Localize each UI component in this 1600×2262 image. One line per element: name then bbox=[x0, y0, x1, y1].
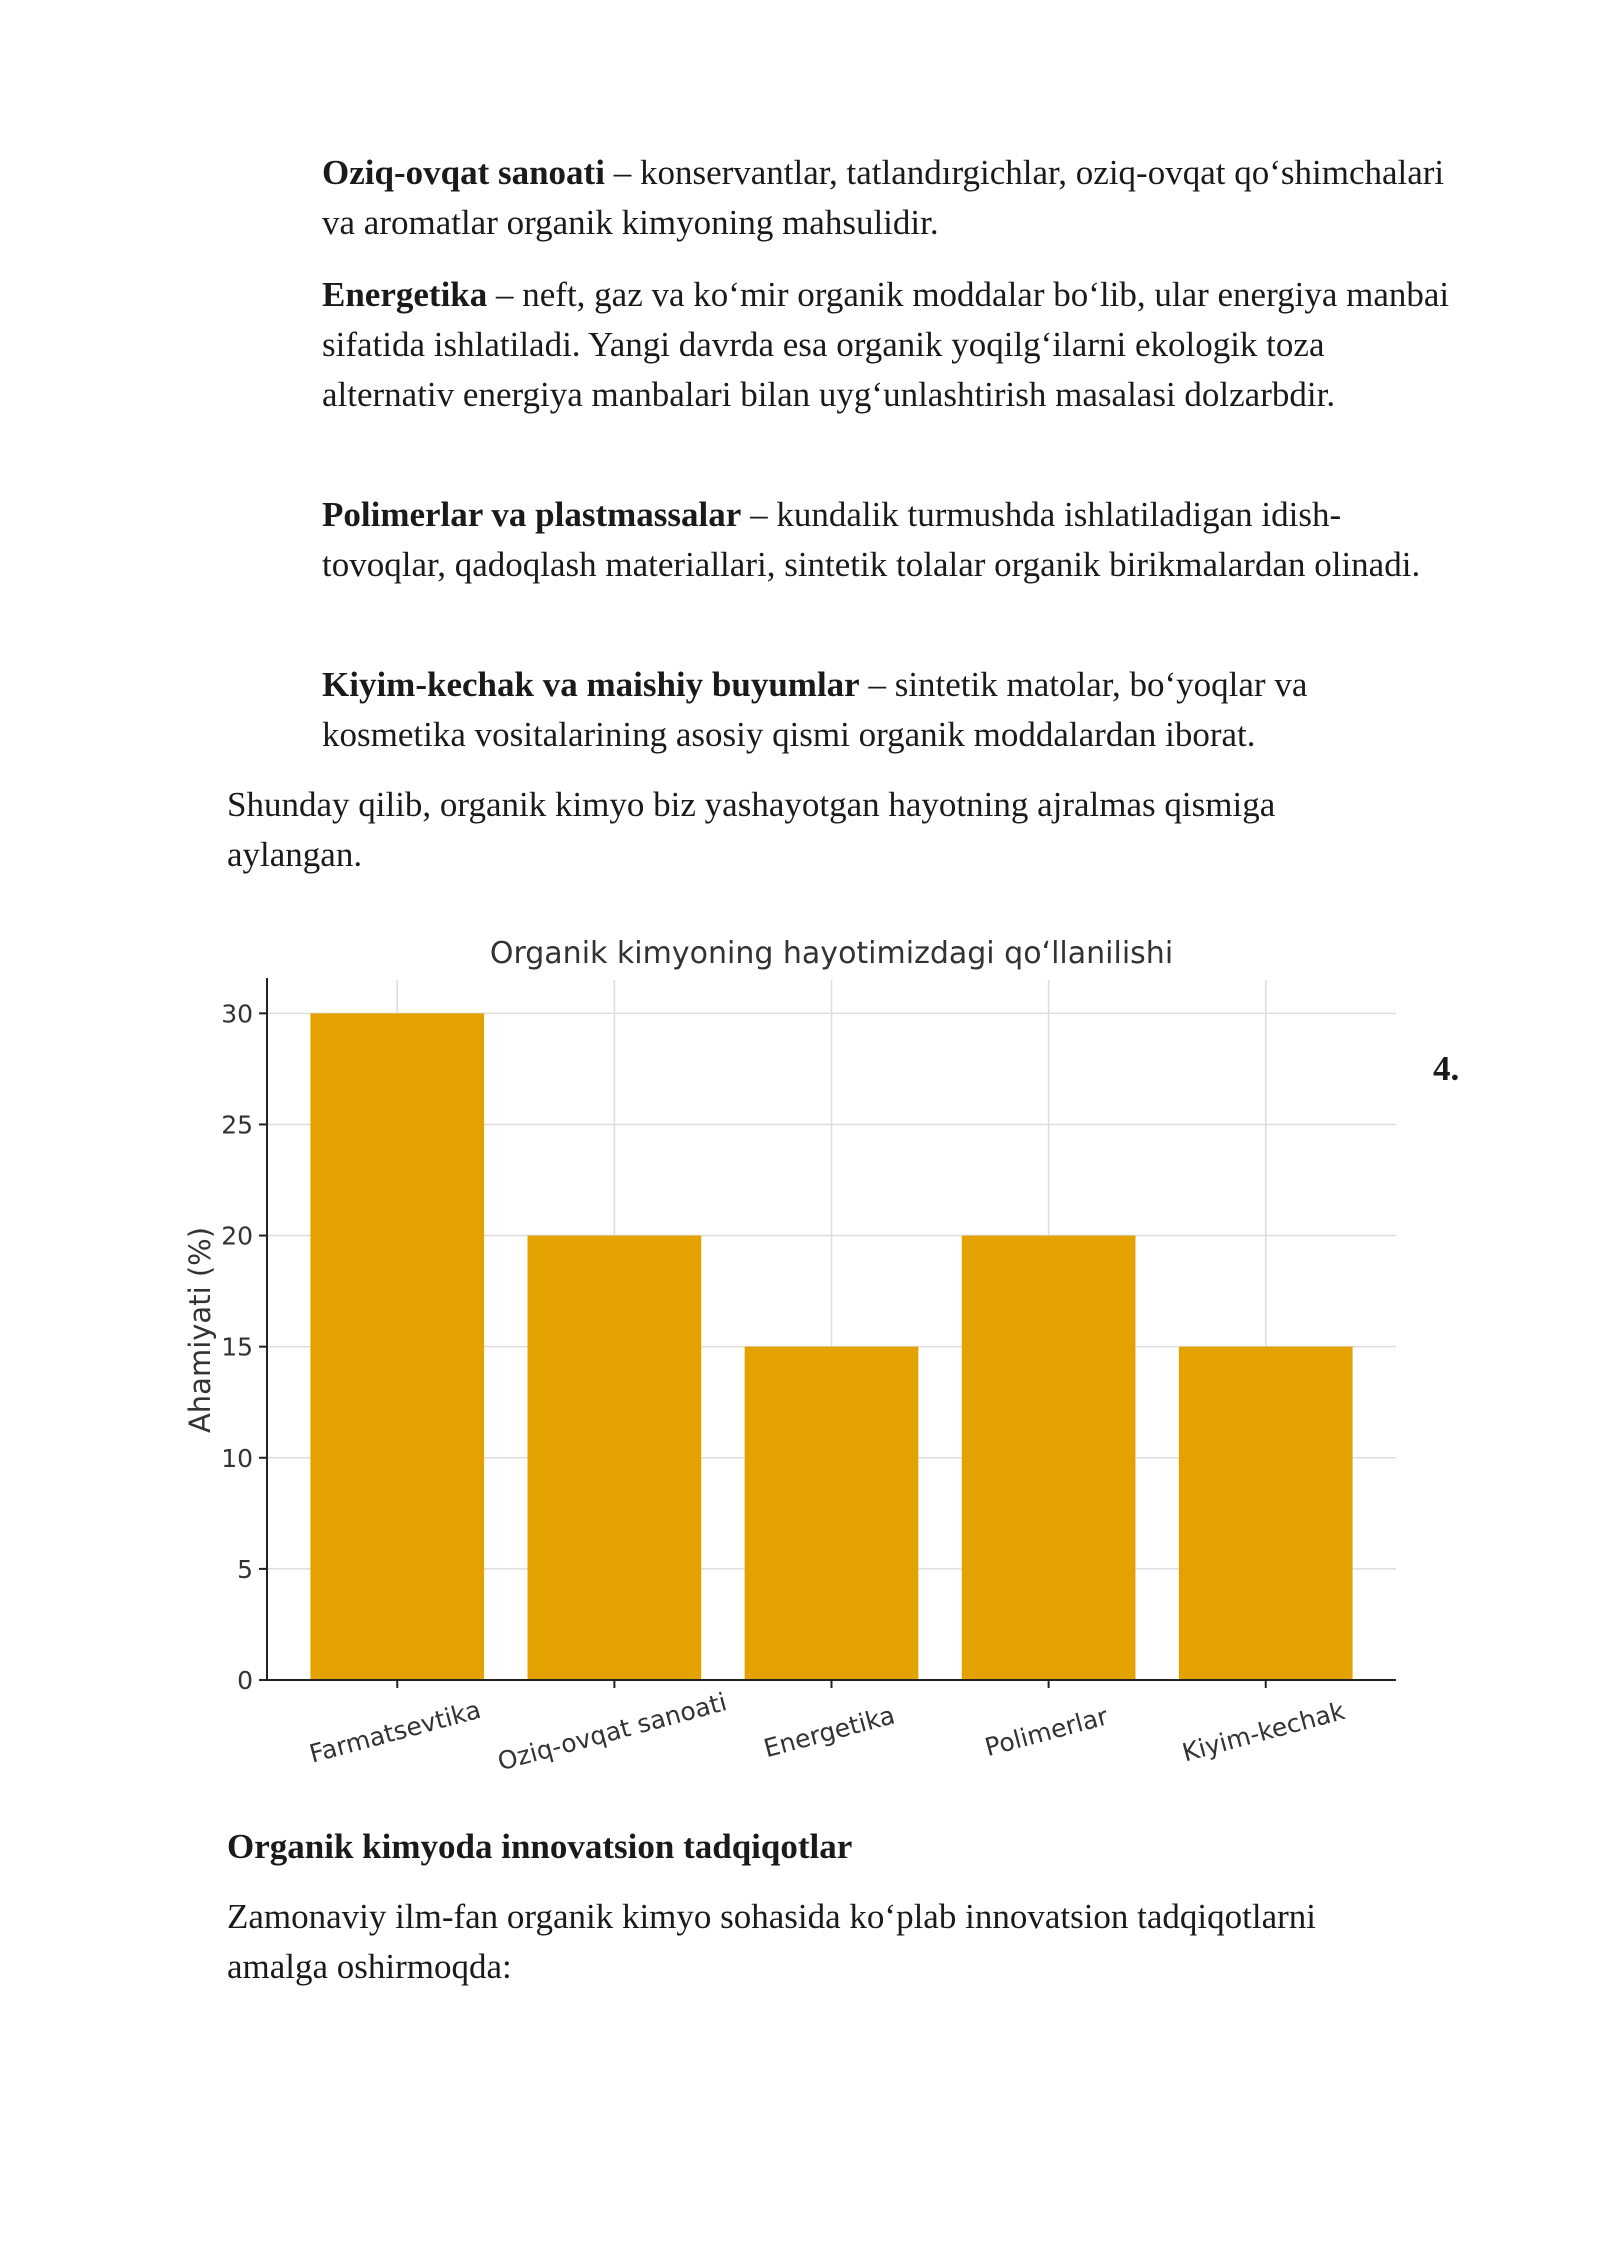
desc-polymers: – kundalik turmushda ishlatiladigan idish-tovoqlar, qadoqlash materiallari, sintetik tolalar organik birikmalardan olinadi. bbox=[322, 495, 1421, 584]
y-tick-label-30: 30 bbox=[221, 999, 253, 1029]
section-heading: Organik kimyoda innovatsion tadqiqotlar bbox=[227, 1827, 853, 1866]
desc-food-industry: – konservantlar, tatlandırgichlar, oziq-ovqat qo‘shimchalari va aromatlar organik kimyoning mahsulidir. bbox=[322, 153, 1445, 242]
term-food-industry: Oziq-ovqat sanoati bbox=[322, 153, 605, 192]
bar-polimerlar bbox=[962, 1236, 1136, 1680]
x-tick-label-3: Polimerlar bbox=[981, 1701, 1111, 1763]
paragraph-intro-research: Zamonaviy ilm-fan organik kimyo sohasida ko‘plab innovatsion tadqiqotlarni amalga oshirmoqda: bbox=[227, 1897, 1317, 1986]
y-tick-label-20: 20 bbox=[221, 1221, 253, 1251]
x-tick-label-1: Oziq-ovqat sanoati bbox=[494, 1687, 730, 1777]
paragraph-conclusion: Shunday qilib, organik kimyo biz yashayotgan hayotning ajralmas qismiga aylangan. bbox=[227, 785, 1276, 874]
y-tick-label-25: 25 bbox=[221, 1110, 253, 1140]
desc-energy: – neft, gaz va ko‘mir organik moddalar bo‘lib, ular energiya manbai sifatida ishlatiladi. Yangi davrda esa organik yoqilg‘ilarni ekologik toza alternativ energiya manbalari bilan uyg‘unlashtirish masalasi dolzarbdir. bbox=[322, 275, 1450, 414]
bar-energetika bbox=[745, 1347, 919, 1680]
y-tick-label-5: 5 bbox=[237, 1554, 253, 1584]
chart-title: Organik kimyoning hayotimizdagi qo‘llanilishi bbox=[489, 936, 1174, 971]
term-clothing: Kiyim-kechak va maishiy buyumlar bbox=[322, 665, 860, 704]
x-tick-label-2: Energetika bbox=[760, 1700, 898, 1764]
term-energy: Energetika bbox=[322, 275, 488, 314]
bar-oziq-ovqat-sanoati bbox=[528, 1236, 702, 1680]
desc-clothing: – sintetik matolar, bo‘yoqlar va kosmetika vositalarining asosiy qismi organik moddalardan iborat. bbox=[322, 665, 1308, 754]
x-tick-label-0: Farmatsevtika bbox=[306, 1695, 484, 1769]
term-polymers: Polimerlar va plastmassalar bbox=[322, 495, 742, 534]
bar-farmatsevtika bbox=[310, 1013, 484, 1680]
y-tick-label-10: 10 bbox=[221, 1443, 253, 1473]
bar-kiyim-kechak bbox=[1179, 1347, 1353, 1680]
figure-number: 4. bbox=[1433, 1049, 1460, 1088]
y-tick-label-15: 15 bbox=[221, 1332, 253, 1362]
y-tick-label-0: 0 bbox=[237, 1666, 253, 1695]
chart-y-axis-label: Ahamiyati (%) bbox=[183, 1226, 217, 1434]
x-tick-label-4: Kiyim-kechak bbox=[1179, 1696, 1348, 1768]
